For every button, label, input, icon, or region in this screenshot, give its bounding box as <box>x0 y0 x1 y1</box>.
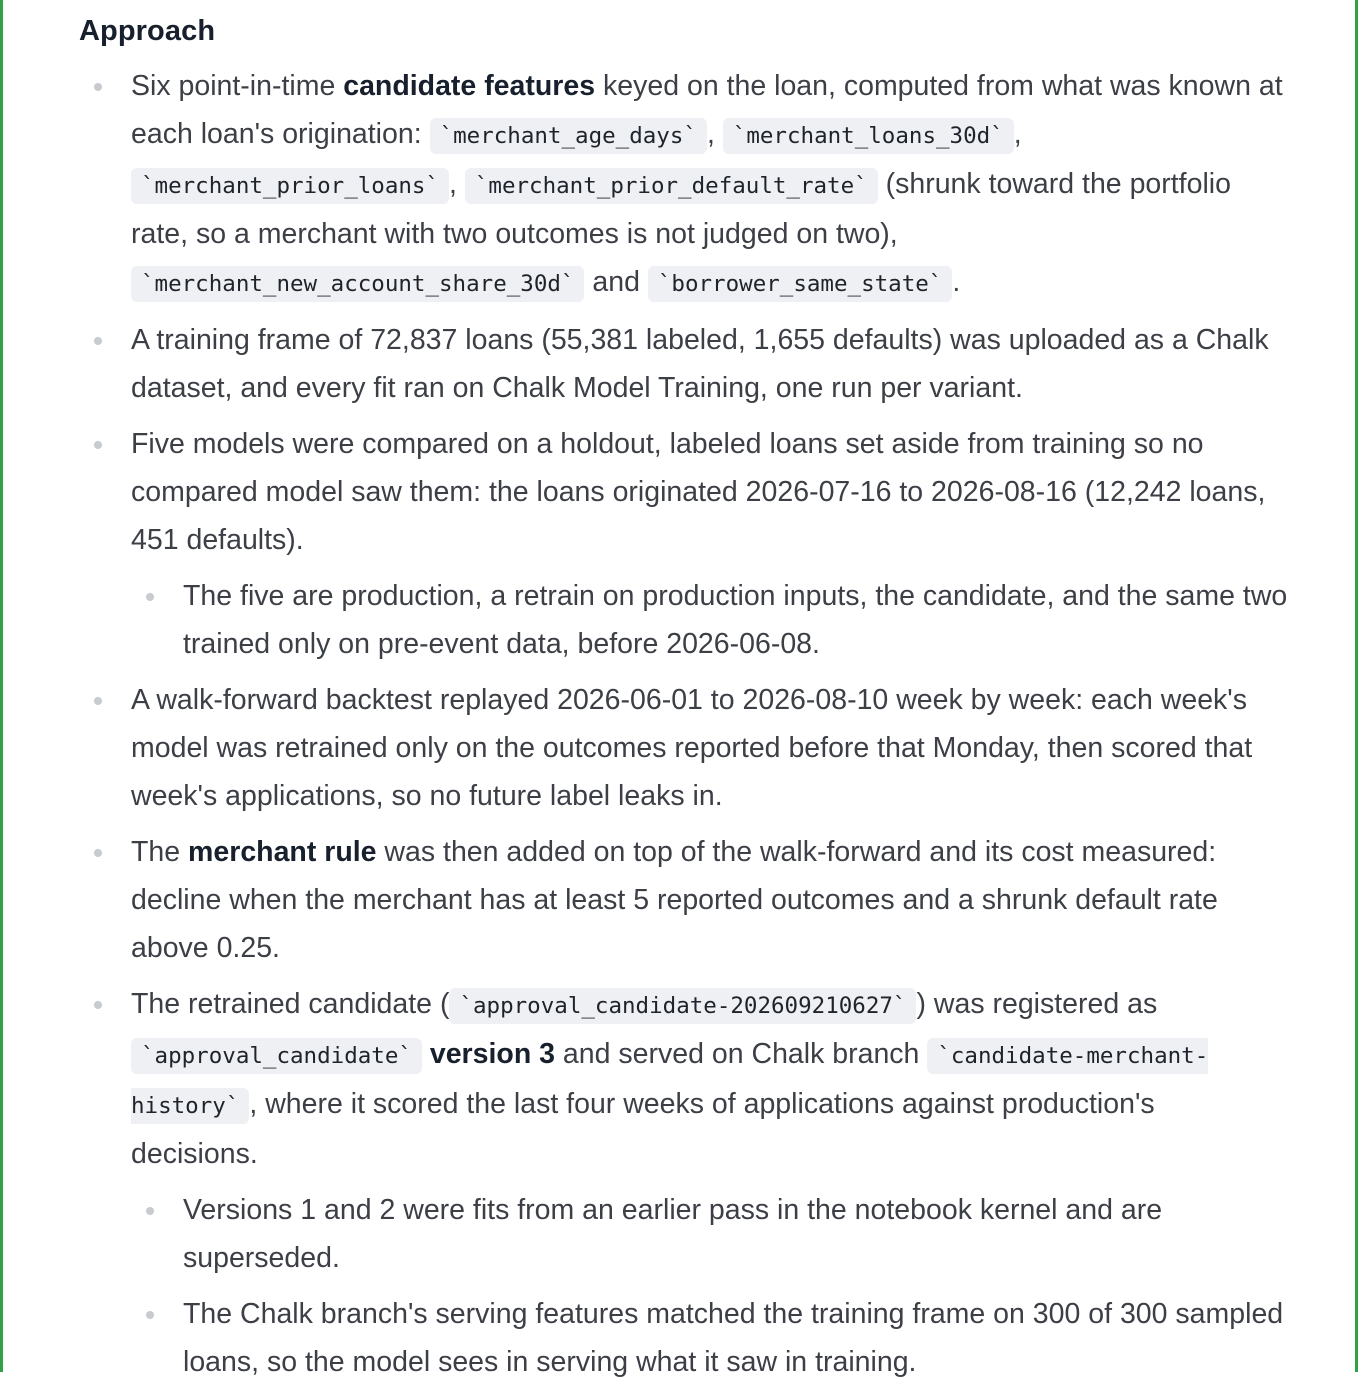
body-text: ) was registered as <box>916 988 1158 1020</box>
body-text <box>422 1038 430 1070</box>
sub-list-item <box>131 572 1289 668</box>
list-item <box>79 676 1289 820</box>
body-text: The <box>131 836 189 868</box>
bullet-dot-icon <box>94 83 102 91</box>
body-text: A training frame of 72,837 loans (55,381 labeled, 1,655 defaults) was uploaded as a Chalk dataset, and every fit ran on Chalk Model Training, one run per variant. <box>131 324 1269 404</box>
sub-list-item <box>131 1186 1289 1282</box>
bullet-dot-icon <box>94 849 102 857</box>
body-text: and <box>584 266 648 298</box>
bullet-dot-icon <box>94 337 102 345</box>
list-item <box>79 420 1289 668</box>
body-text: , <box>706 118 723 150</box>
body-text: was then added on top of the walk-forward and its cost measured: decline when the merchant has at least 5 reported outcomes and a shrunk default rate above 0.25. <box>131 836 1218 964</box>
inline-code: `merchant_loans_30d` <box>723 118 1014 154</box>
body-text: The Chalk branch's serving features matched the training frame on 300 of 300 sampled loans, so the model sees in serving what it saw in training. <box>183 1298 1284 1378</box>
body-text: Six point-in-time <box>131 70 344 102</box>
inline-code: `borrower_same_state` <box>648 266 952 302</box>
list-item <box>79 316 1289 412</box>
body-text: The retrained candidate ( <box>131 988 450 1020</box>
list-item <box>79 828 1289 972</box>
body-text: and served on Chalk branch <box>555 1038 928 1070</box>
bold-term: version 3 <box>429 1038 556 1070</box>
bullet-dot-icon <box>146 593 154 601</box>
bullet-dot-icon <box>94 441 102 449</box>
body-text: The five are production, a retrain on production inputs, the candidate, and the same two trained only on pre-event data, before 2026-06-08. <box>183 580 1288 660</box>
bullet-dot-icon <box>94 1001 102 1009</box>
bullet-dot-icon <box>94 697 102 705</box>
inline-code: `candidate-merchant-history` <box>131 1038 1208 1124</box>
nested-bullet-list <box>131 1186 1289 1386</box>
approach-bullet-list <box>79 62 1289 1386</box>
inline-code: `merchant_prior_loans` <box>131 168 449 204</box>
bold-term: merchant rule <box>188 836 377 868</box>
nested-bullet-list <box>131 572 1289 668</box>
body-text: , <box>1013 118 1022 150</box>
body-text: Five models were compared on a holdout, labeled loans set aside from training so no compared model saw them: the loans originated 2026-07-16 to 2026-08-16 (12,242 loans, 451 defaults). <box>131 428 1266 556</box>
body-text: . <box>952 266 961 298</box>
inline-code: `merchant_new_account_share_30d` <box>131 266 584 302</box>
inline-code: `approval_candidate` <box>131 1038 422 1074</box>
bullet-dot-icon <box>146 1207 154 1215</box>
body-text: (shrunk toward the portfolio rate, so a merchant with two outcomes is not judged on two), <box>131 168 1231 250</box>
body-text: keyed on the loan, computed from what was known at each loan's origination: <box>131 70 1283 150</box>
body-text: , where it scored the last four weeks of applications against production's decisions. <box>131 1088 1155 1170</box>
bold-term: candidate features <box>343 70 596 102</box>
body-text: , <box>449 168 465 200</box>
approach-section <box>79 10 1289 1394</box>
inline-code: `approval_candidate-202609210627` <box>449 988 916 1024</box>
body-text: Versions 1 and 2 were fits from an earlier pass in the notebook kernel and are superseded. <box>183 1194 1163 1274</box>
list-item <box>79 980 1289 1386</box>
list-item <box>79 62 1289 308</box>
bullet-dot-icon <box>146 1311 154 1319</box>
inline-code: `merchant_prior_default_rate` <box>465 168 878 204</box>
inline-code: `merchant_age_days` <box>430 118 707 154</box>
body-text: A walk-forward backtest replayed 2026-06-01 to 2026-08-10 week by week: each week's model was retrained only on the outcomes reported before that Monday, then scored that week's applications, so no future label leaks in. <box>131 684 1253 812</box>
section-heading: Approach <box>79 15 216 47</box>
